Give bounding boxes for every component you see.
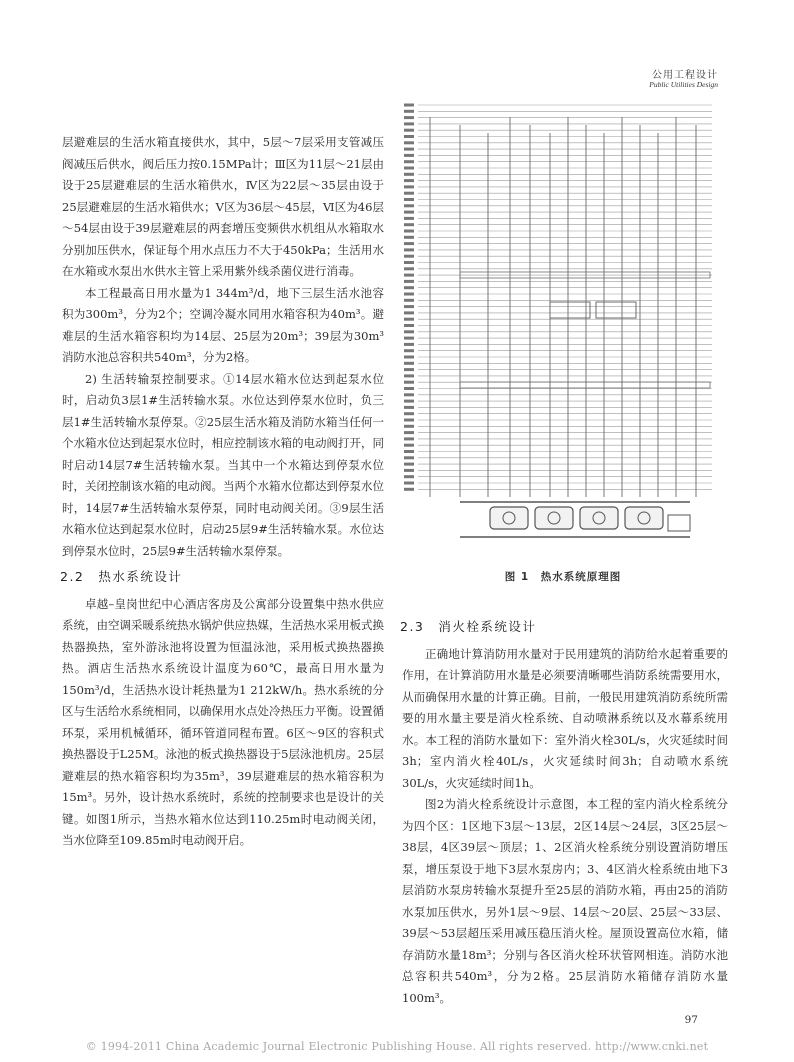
floor-label-mark [404,463,414,466]
floor-label-mark [404,456,414,459]
figure-caption: 图 1 热水系统原理图 [504,571,622,583]
floor-label-mark [404,337,414,340]
right-column [402,612,728,1009]
floor-label-mark [404,185,414,188]
floor-label-mark [404,236,414,239]
left-column [62,132,384,852]
floor-label-mark [404,116,414,119]
page-number: 97 [684,1014,698,1026]
floor-label-mark [404,173,414,176]
floor-label-mark [404,154,414,157]
paragraph: 图2为消火栓系统设计示意图，本工程的室内消火栓系统分为四个区：1区地下3层～13层，2区14层～24层，3区25层～38层，4区39层～顶层；1、2区消火栓系统分别设置消防增压泵，增压泵设于地下3层水泵房内；3、4区消火栓系统由地下3层消防水泵房转输水泵提升至25层的消防水箱，再由25的消防水泵加压供水，另外1层～9层、14层～20层、25层～33层、39层～53层超压采用减压稳压消火栓。屋顶设置高位水箱，储存消防水量18m³；分别与各区消火栓环状管网相连。消防水池总容积共540m³，分为2格。25层消防水箱储存消防水量100m³。 [402,797,728,1005]
floor-label-mark [404,160,414,163]
hot-water-tank [580,507,618,529]
paragraph: 卓越–皇岗世纪中心酒店客房及公寓部分设置集中热水供应系统，由空调采暖系统热水锅炉供应热媒，生活热水采用板式换热器换热，室外游泳池将设置为恒温泳池，采用板式换热器换热。酒店生活热水系统设计温度为60℃，最高日用水量为150m³/d，生活热水设计耗热量为1 212kW/h。热水系统的分区与生活给水系统相同，以确保用水点处冷热压力平衡。设置循环泵，采用机械循环，循环管道同程布置。6区～9区的容积式换热器设于L25M。泳池的板式换热器设于5层泳池机房。25层避难层的热水箱容积均为35m³，39层避难层的热水箱容积为15m³。另外，设计热水系统时，系统的控制要求也是设计的关键。如图1所示，当热水箱水位达到110.25m时电动阀关闭，当水位降至109.85m时电动阀开启。 [62,596,384,847]
floor-label-mark [404,318,414,321]
floor-label-mark [404,255,414,258]
floor-label-mark [404,349,414,352]
floor-label-mark [404,393,414,396]
floor-label-mark [404,204,414,207]
floor-label-mark [404,482,414,485]
floor-label-mark [404,400,414,403]
floor-label-mark [404,129,414,132]
floor-label-mark [404,374,414,377]
floor-label-mark [404,444,414,447]
floor-label-mark [404,368,414,371]
paragraph: 本工程最高日用水量为1 344m³/d，地下三层生活水池容积为300m³，分为2个；空调冷凝水同用水箱容积为40m³。避难层的生活水箱容积均为14层、25层为20m³；39层为30m³消防水池总容积共540m³，分为2格。 [62,285,384,364]
floor-label-mark [404,223,414,226]
floor-label-mark [404,293,414,296]
floor-label-mark [404,242,414,245]
floor-label-mark [404,419,414,422]
floor-label-mark [404,450,414,453]
floor-label-mark [404,469,414,472]
floor-label-mark [404,437,414,440]
floor-label-mark [404,356,414,359]
floor-label-mark [404,179,414,182]
floor-label-mark [404,141,414,144]
floor-label-mark [404,198,414,201]
section-heading: 2.2 热水系统设计 [60,569,183,584]
hot-water-system-diagram [400,97,726,565]
floor-label-mark [404,104,414,107]
floor-label-mark [404,425,414,428]
floor-label-mark [404,192,414,195]
floor-label-mark [404,167,414,170]
hot-water-tank [535,507,573,529]
floor-label-mark [404,110,414,113]
floor-label-mark [404,311,414,314]
heat-exchanger-box [596,302,636,318]
copyright-footer: © 1994-2011 China Academic Journal Electronic Publishing House. All rights reserved. http://www.cnki.net [85,1040,709,1053]
floor-label-mark [404,305,414,308]
floor-label-mark [404,412,414,415]
floor-label-mark [404,330,414,333]
floor-label-mark [404,148,414,151]
paragraph: 正确地计算消防用水量对于民用建筑的消防给水起着重要的作用，在计算消防用水量是必须要清晰哪些消防系统需要用水，从而确保用水量的计算正确。目前，一般民用建筑消防系统所需要的用水量主要是消火栓系统、自动喷淋系统以及水幕系统用水。本工程的消防水量如下：室外消火栓30L/s，火灾延续时间3h；室内消火栓40L/s，火灾延续时间3h；自动喷水系统30L/s，火灾延续时间1h。 [402,646,728,790]
floor-label-mark [404,381,414,384]
hot-water-tank [490,507,528,529]
hot-water-tank [625,507,663,529]
floor-label-mark [404,274,414,277]
paragraph: 层避难层的生活水箱直接供水，其中，5层～7层采用支管减压阀减压后供水，阀后压力按0.15MPa计；Ⅲ区为11层～21层由设于25层避难层的生活水箱供水，Ⅳ区为22层～35层由设于25层避难层的生活水箱供水；Ⅴ区为36层～45层，Ⅵ区为46层～54层由设于39层避难层的两套增压变频供水机组从水箱取水分别加压供水，保证每个用水点压力不大于450kPa；生活用水在水箱或水泵出水供水主管上采用紫外线杀菌仪进行消毒。 [62,135,384,278]
floor-label-mark [404,387,414,390]
floor-label-mark [404,217,414,220]
floor-label-mark [404,475,414,478]
floor-label-mark [404,135,414,138]
journal-header-cn: 公用工程设计 [652,70,718,81]
section-heading: 2.3 消火栓系统设计 [400,619,537,634]
pump-box [668,515,690,531]
floor-label-mark [404,324,414,327]
header-pipe [460,382,710,388]
floor-label-mark [404,122,414,125]
floor-label-mark [404,362,414,365]
floor-label-mark [404,267,414,270]
heat-exchanger-box [550,302,590,318]
floor-label-mark [404,261,414,264]
floor-label-mark [404,286,414,289]
floor-label-mark [404,431,414,434]
floor-label-mark [404,211,414,214]
floor-label-mark [404,230,414,233]
floor-label-mark [404,248,414,251]
journal-header-en: Public Utilities Design [649,80,718,89]
paragraph: 2) 生活转输泵控制要求。①14层水箱水位达到起泵水位时，启动负3层1#生活转输水泵。水位达到停泵水位时，负三层1#生活转输水泵停泵。②25层生活水箱及消防水箱当任何一个水箱水位达到起泵水位时，相应控制该水箱的电动阀打开，同时启动14层7#生活转输水泵。当其中一个水箱达到停泵水位时，关闭控制该水箱的电动阀。当两个水箱水位都达到停泵水位时，14层7#生活转输水泵停泵，同时电动阀关闭。③9层生活水箱水位达到起泵水位时，启动25层9#生活转输水泵。水位达到停泵水位时，25层9#生活转输水泵停泵。 [62,371,384,558]
floor-label-mark [404,406,414,409]
floor-label-mark [404,299,414,302]
floor-label-mark [404,280,414,283]
floor-label-mark [404,343,414,346]
floor-label-mark [404,488,414,491]
